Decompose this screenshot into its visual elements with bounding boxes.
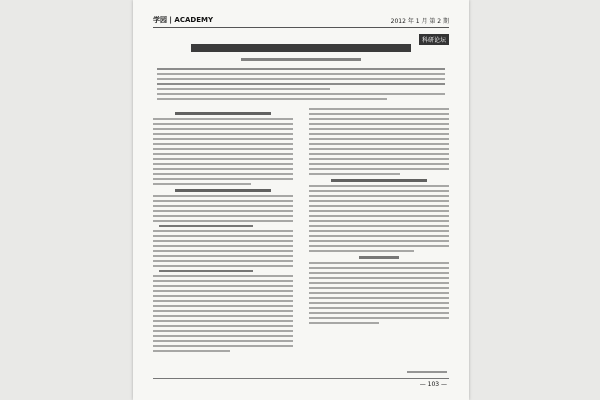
left-column-illegible xyxy=(153,108,293,355)
section-banner: 科研论坛 xyxy=(419,34,449,45)
page-number: — 103 — xyxy=(419,381,447,388)
issue-line: 2012 年 1 月 第 2 期 xyxy=(390,18,449,25)
footer-rule xyxy=(153,378,449,379)
journal-mark: 学园 | ACADEMY xyxy=(153,16,214,24)
article-title-illegible xyxy=(191,44,411,52)
journal-page xyxy=(133,0,469,400)
header-rule xyxy=(153,27,449,28)
editor-note-illegible xyxy=(407,371,447,373)
author-line-illegible xyxy=(241,58,361,61)
right-column-illegible xyxy=(309,108,449,327)
abstract-illegible xyxy=(157,68,445,106)
